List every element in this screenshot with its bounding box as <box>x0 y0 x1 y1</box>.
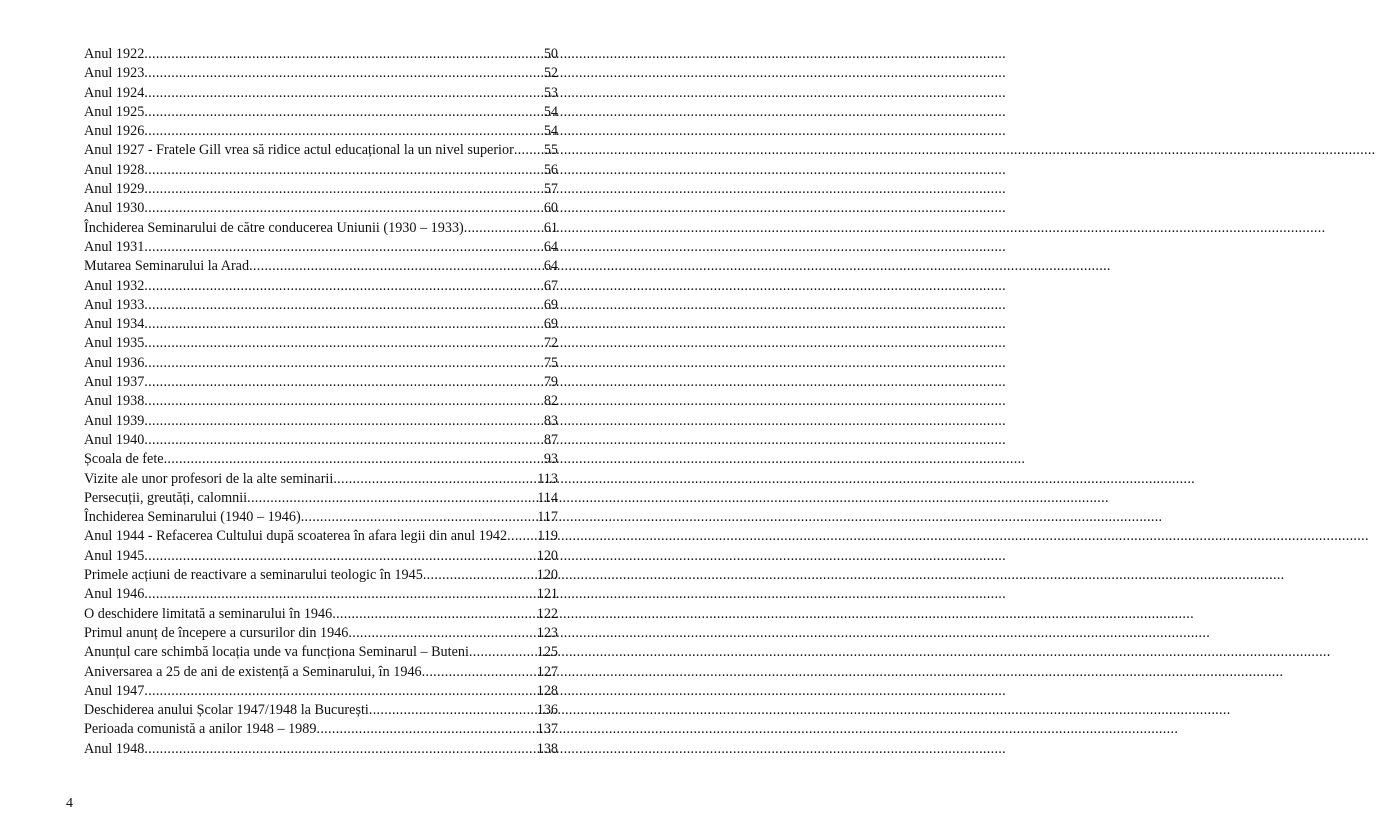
toc-entry-title: Anul 1934 <box>84 316 145 333</box>
toc-entry-page: 64 <box>543 258 558 275</box>
toc-leader-dots <box>144 296 543 315</box>
toc-leader-dots <box>348 624 535 643</box>
toc-entry[interactable] <box>84 277 558 296</box>
toc-entry[interactable] <box>84 643 558 662</box>
toc-entry[interactable] <box>84 354 558 373</box>
toc-entry-page: 128 <box>536 682 558 699</box>
toc-entry-title: Anul 1939 <box>84 412 145 429</box>
toc-entry-page: 57 <box>543 181 558 198</box>
toc-entry-page: 69 <box>543 296 558 313</box>
toc-entry-page: 119 <box>537 528 558 545</box>
toc-leader-dots <box>144 334 543 353</box>
toc-leader-dots <box>144 64 543 83</box>
toc-entry-page: 54 <box>543 123 558 140</box>
toc-entry[interactable] <box>84 431 558 450</box>
toc-entry-title: Închiderea Seminarului (1940 – 1946) <box>84 509 301 526</box>
toc-leader-dots <box>144 122 543 141</box>
toc-entry-title: Anul 1947 <box>84 682 145 699</box>
toc-entry-page: 55 <box>543 142 558 159</box>
toc-entry[interactable] <box>84 527 558 546</box>
toc-entry[interactable] <box>84 701 558 720</box>
toc-leader-dots <box>144 431 543 450</box>
toc-entry[interactable] <box>84 141 558 160</box>
toc-entry-title: Mutarea Seminarului la Arad <box>84 258 250 275</box>
toc-entry-page: 127 <box>536 663 558 680</box>
toc-entry[interactable] <box>84 720 558 739</box>
toc-entry[interactable] <box>84 508 558 527</box>
toc-leader-dots <box>247 489 536 508</box>
toc-entry-page: 82 <box>543 393 558 410</box>
toc-entry-title: Deschiderea anului Școlar 1947/1948 la București <box>84 702 369 719</box>
toc-entry-title: Primele acțiuni de reactivare a seminarului teologic în 1945 <box>84 567 423 584</box>
toc-entry[interactable] <box>84 585 558 604</box>
toc-entry-title: Anul 1927 - Fratele Gill vrea să ridice actul educațional la un nivel superior <box>84 142 514 159</box>
toc-entry-title: Anul 1925 <box>84 103 145 120</box>
toc-entry-title: Anul 1933 <box>84 296 145 313</box>
toc-entry-title: Primul anunț de începere a cursurilor din 1946 <box>84 624 349 641</box>
toc-entry-title: Vizite ale unor profesori de la alte seminarii <box>84 470 334 487</box>
toc-entry-page: 125 <box>536 644 558 661</box>
toc-leader-dots <box>423 566 536 585</box>
toc-entry-title: Închiderea Seminarului de către conducerea Uniunii (1930 – 1933) <box>84 219 464 236</box>
toc-entry[interactable] <box>84 740 558 759</box>
toc-entry-page: 123 <box>536 624 558 641</box>
toc-entry[interactable] <box>84 412 558 431</box>
toc-leader-dots <box>469 643 536 662</box>
toc-leader-dots <box>514 141 543 160</box>
toc-entry[interactable] <box>84 663 558 682</box>
toc-leader-dots <box>144 277 543 296</box>
toc-entry[interactable] <box>84 547 558 566</box>
toc-leader-dots <box>333 470 536 489</box>
toc-entry-title: Anul 1923 <box>84 65 145 82</box>
toc-entry-page: 87 <box>543 431 558 448</box>
toc-leader-dots <box>332 605 536 624</box>
toc-entry[interactable] <box>84 103 558 122</box>
toc-entry-page: 121 <box>536 586 558 603</box>
toc-entry-page: 75 <box>543 354 558 371</box>
toc-entry[interactable] <box>84 219 558 238</box>
toc-entry[interactable] <box>84 392 558 411</box>
toc-entry-page: 56 <box>543 161 558 178</box>
toc-entry[interactable] <box>84 180 558 199</box>
toc-entry-page: 138 <box>536 740 558 757</box>
toc-entry-page: 69 <box>543 316 558 333</box>
toc-entry-title: Anul 1946 <box>84 586 145 603</box>
toc-entry-page: 79 <box>543 374 558 391</box>
toc-entry[interactable] <box>84 682 558 701</box>
toc-entry[interactable] <box>84 199 558 218</box>
toc-entry-title: Anul 1940 <box>84 431 145 448</box>
toc-entry-title: Persecuții, greutăți, calomnii <box>84 489 248 506</box>
toc-entry-title: Perioada comunistă a anilor 1948 – 1989 <box>84 721 317 738</box>
toc-leader-dots <box>144 354 543 373</box>
toc-entry-title: Anul 1937 <box>84 374 145 391</box>
toc-leader-dots <box>369 701 536 720</box>
toc-entry-title: Anul 1930 <box>84 200 145 217</box>
toc-leader-dots <box>144 682 535 701</box>
toc-entry[interactable] <box>84 373 558 392</box>
toc-leader-dots <box>144 740 535 759</box>
toc-entry[interactable] <box>84 605 558 624</box>
toc-entry-page: 50 <box>543 46 558 62</box>
toc-entry-title: Școala de fete <box>84 451 164 468</box>
toc-leader-dots <box>144 412 543 431</box>
toc-entry-title: Anul 1922 <box>84 46 145 62</box>
page-number: 4 <box>66 796 73 811</box>
toc-leader-dots <box>144 199 543 218</box>
toc-entry-title: Anul 1945 <box>84 547 145 564</box>
toc-leader-dots <box>164 450 543 469</box>
toc-entry-page: 136 <box>536 702 558 719</box>
toc-entry-title: Anul 1931 <box>84 238 145 255</box>
toc-leader-dots <box>316 720 535 739</box>
toc-leader-dots <box>144 373 543 392</box>
toc-entry-title: Anunțul care schimbă locația unde va funcționa Seminarul – Buteni <box>84 644 469 661</box>
toc-entry-page: 60 <box>543 200 558 217</box>
toc-entry-page: 113 <box>537 470 558 487</box>
toc-leader-dots <box>144 547 535 566</box>
toc-leader-dots <box>422 663 536 682</box>
toc-entry[interactable] <box>84 84 558 103</box>
toc-entry[interactable] <box>84 122 558 141</box>
toc-entry-page: 120 <box>536 547 558 564</box>
toc-leader-dots <box>249 257 543 276</box>
toc-entry-title: Anul 1929 <box>84 181 145 198</box>
toc-entry[interactable] <box>84 64 558 83</box>
toc-entry-title: Anul 1938 <box>84 393 145 410</box>
toc-leader-dots <box>144 84 543 103</box>
toc-leader-dots <box>144 180 543 199</box>
toc-entry[interactable] <box>84 161 558 180</box>
toc-leader-dots <box>144 103 543 122</box>
toc-entry-title: Anul 1944 - Refacerea Cultului după scoaterea în afara legii din anul 1942 <box>84 528 508 545</box>
toc-entry-page: 54 <box>543 103 558 120</box>
toc-entry-page: 137 <box>536 721 558 738</box>
toc-leader-dots <box>144 161 543 180</box>
toc-entry[interactable] <box>84 238 558 257</box>
toc-entry-title: Anul 1928 <box>84 161 145 178</box>
toc-entry-title: Anul 1948 <box>84 740 145 757</box>
toc-entry-page: 64 <box>543 238 558 255</box>
toc-entry[interactable] <box>84 450 558 469</box>
toc-entry-title: Anul 1926 <box>84 123 145 140</box>
toc-entry[interactable] <box>84 624 558 643</box>
toc-leader-dots <box>464 219 543 238</box>
toc-entry-page: 52 <box>543 65 558 82</box>
toc-leader-dots <box>144 392 543 411</box>
toc-entry-page: 53 <box>543 84 558 101</box>
toc-leader-dots <box>144 45 543 64</box>
toc-entry-title: Anul 1924 <box>84 84 145 101</box>
toc-entry-title: O deschidere limitată a seminarului în 1946 <box>84 605 333 622</box>
toc-entry[interactable] <box>84 334 558 353</box>
toc-entry[interactable] <box>84 296 558 315</box>
toc-entry[interactable] <box>84 566 558 585</box>
toc-leader-dots <box>144 315 543 334</box>
toc-leader-dots <box>301 508 537 527</box>
toc-entry-page: 72 <box>543 335 558 352</box>
toc-entry-page: 122 <box>536 605 558 622</box>
toc-entry-page: 117 <box>537 509 558 526</box>
toc-entry-page: 114 <box>537 489 558 506</box>
toc-leader-dots <box>144 585 535 604</box>
toc-entry-title: Anul 1932 <box>84 277 145 294</box>
toc-entry[interactable] <box>84 470 558 489</box>
toc-entry-page: 83 <box>543 412 558 429</box>
toc-entry-title: Anul 1935 <box>84 335 145 352</box>
toc-entry[interactable] <box>84 257 558 276</box>
toc-entry-page: 61 <box>543 219 558 236</box>
toc-entry-title: Aniversarea a 25 de ani de existență a Seminarului, în 1946 <box>84 663 422 680</box>
toc-entry[interactable] <box>84 315 558 334</box>
toc-leader-dots <box>507 527 536 546</box>
toc-entry-page: 120 <box>536 567 558 584</box>
toc-entry[interactable] <box>84 489 558 508</box>
toc-entry-page: 93 <box>543 451 558 468</box>
toc-entry-title: Anul 1936 <box>84 354 145 371</box>
table-of-contents <box>84 45 558 759</box>
toc-leader-dots <box>144 238 543 257</box>
toc-entry-page: 67 <box>543 277 558 294</box>
toc-entry[interactable] <box>84 45 558 64</box>
